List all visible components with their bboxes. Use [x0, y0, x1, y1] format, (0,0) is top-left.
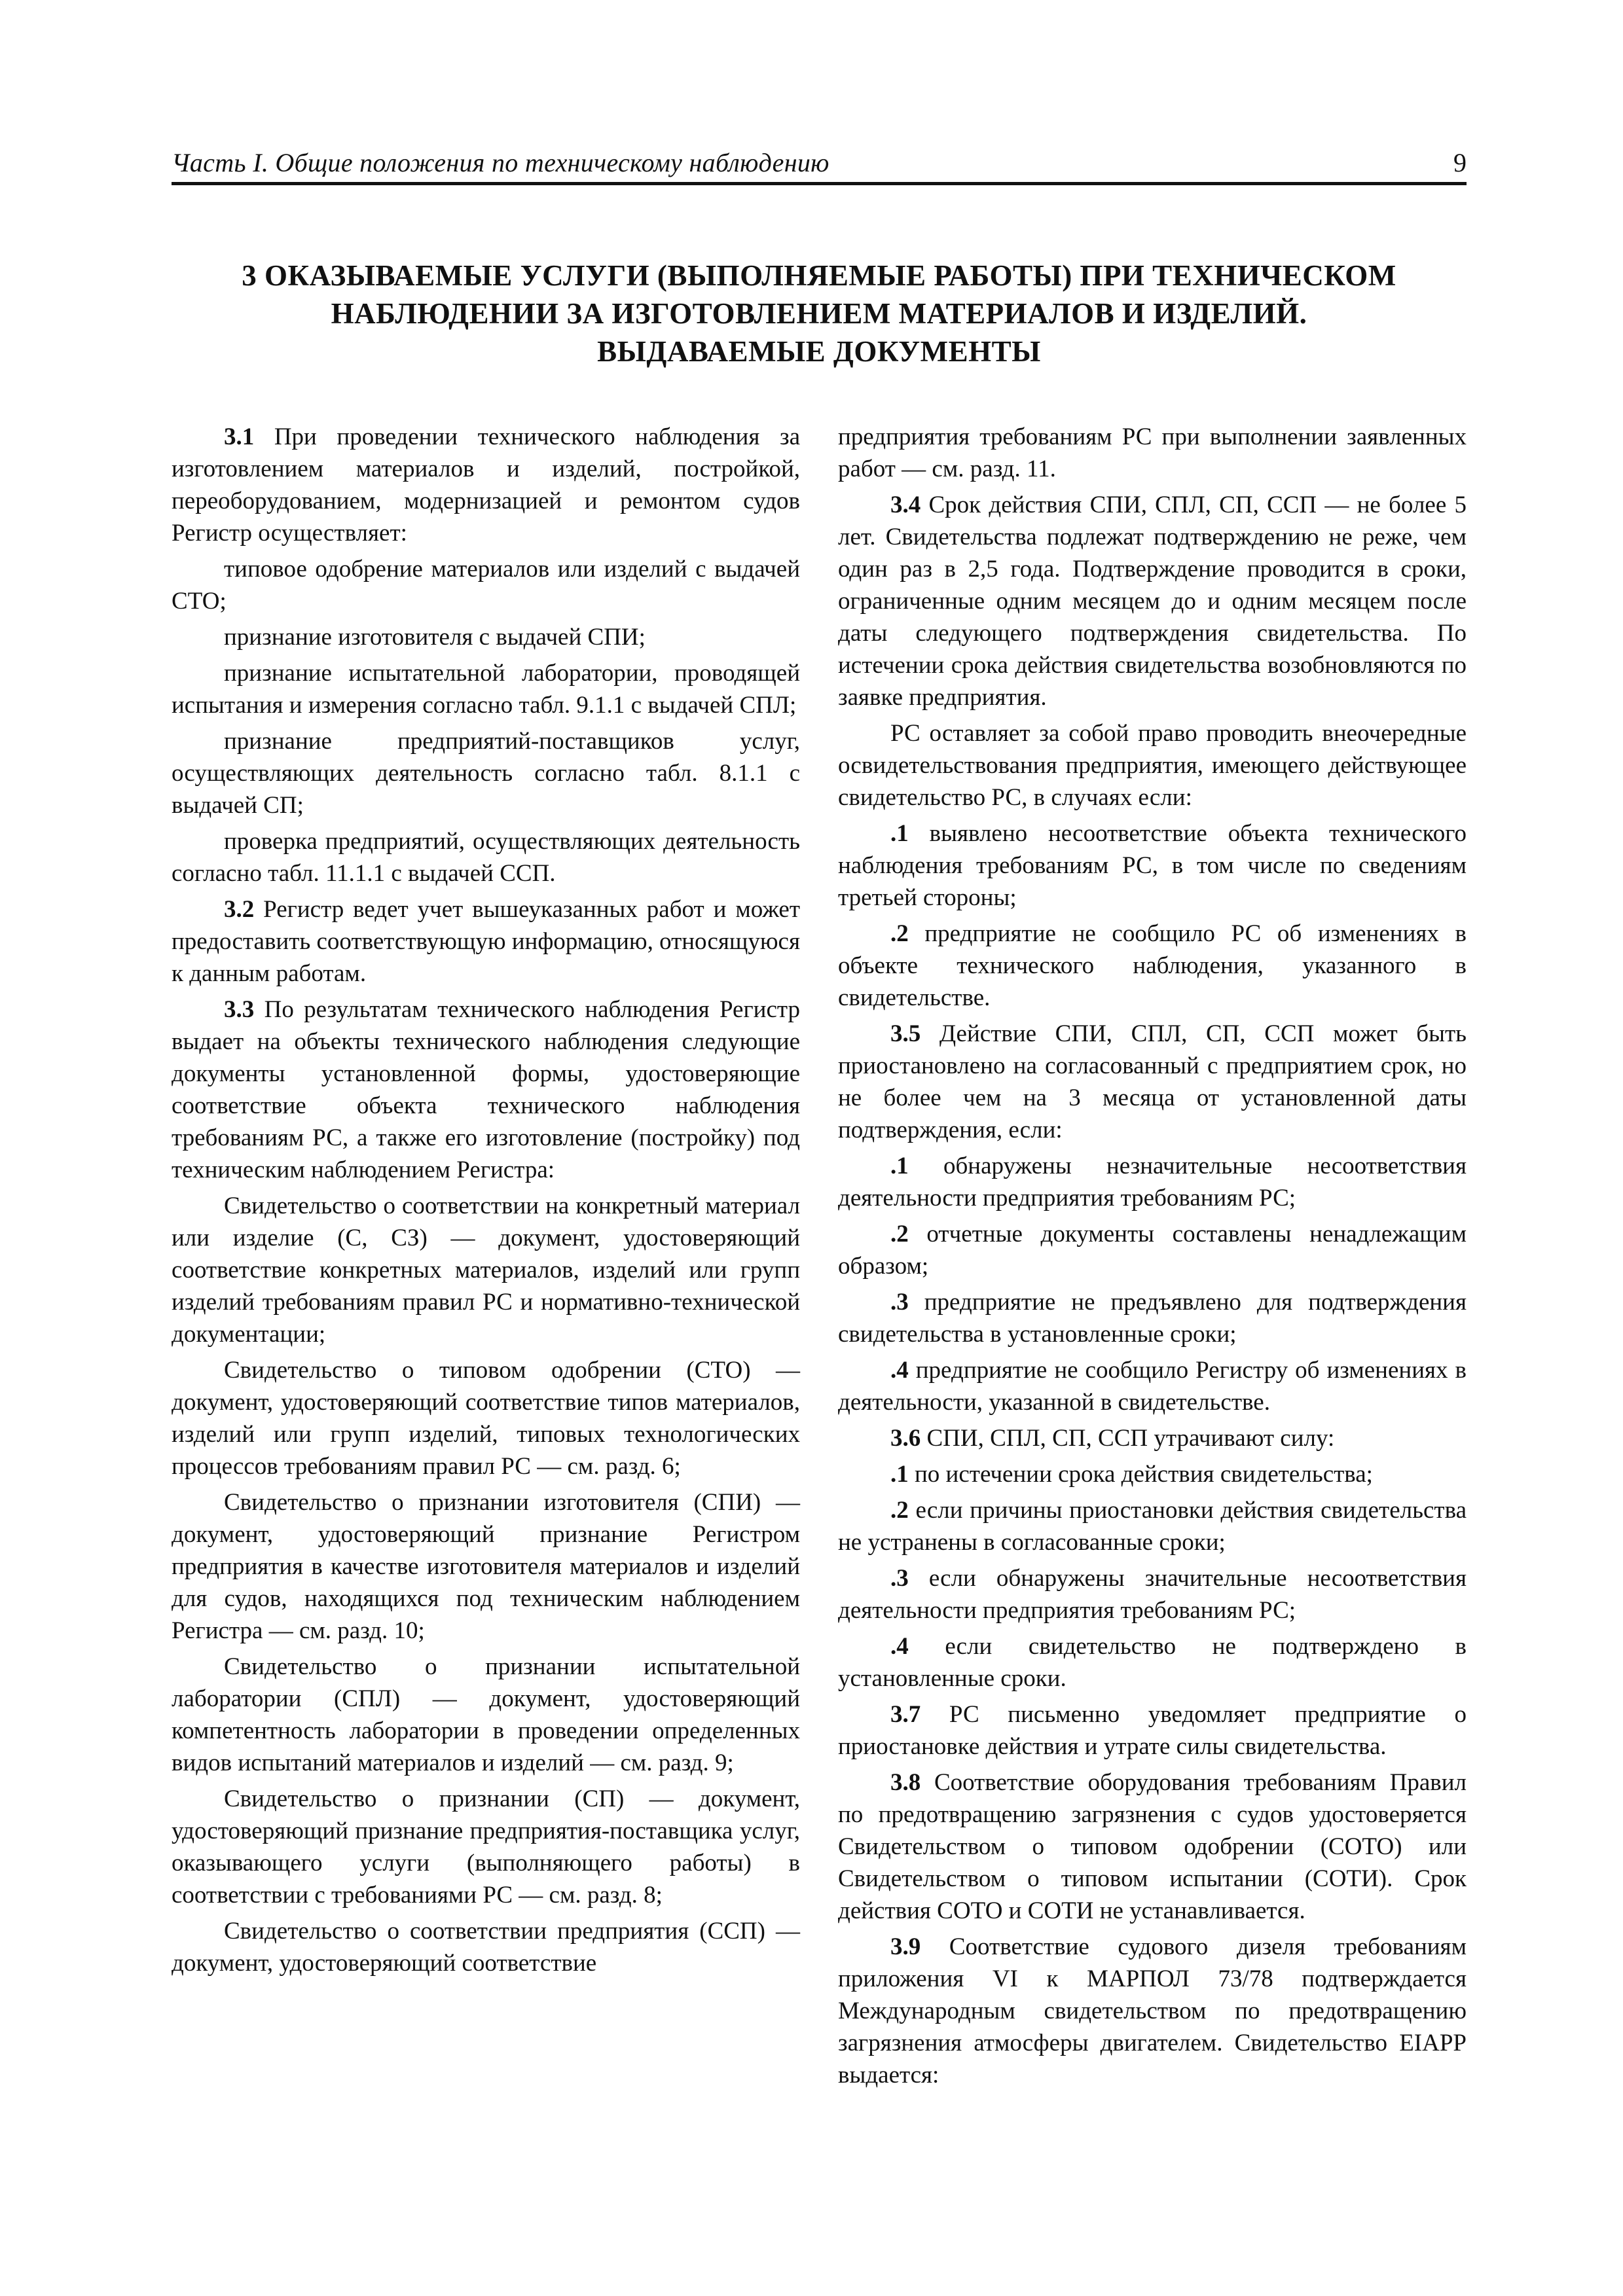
paragraph	[172, 1651, 800, 1779]
paragraph	[838, 817, 1467, 914]
paragraph-text: проверка предприятий, осуществляющих деятельность согласно табл. 11.1.1 с выдачей ССП.	[172, 828, 800, 887]
paragraph-text: Соответствие оборудования требованиям Правил по предотвращению загрязнения с судов удостоверяется Свидетельством о типовом одобрении (СОТО) или Свидетельством о типовом испытании (СОТИ). Срок действия СОТО и СОТИ не устанавливается.	[838, 1769, 1467, 1924]
paragraph	[172, 1190, 800, 1350]
clause-number: .4	[890, 1633, 909, 1660]
clause-number: .1	[890, 820, 909, 847]
running-header	[172, 143, 1467, 185]
paragraph-text: РС письменно уведомляет предприятие о приостановке действия и утрате силы свидетельства.	[838, 1701, 1467, 1760]
paragraph	[838, 1354, 1467, 1418]
clause-number: .2	[890, 1221, 909, 1247]
clause-number: 3.4	[890, 492, 921, 518]
paragraph-text: Свидетельство о признании испытательной лаборатории (СПЛ) — документ, удостоверяющий компетентность лаборатории в проведении определенных видов испытаний материалов и изделий — см. разд. 9;	[172, 1653, 800, 1776]
paragraph	[838, 1458, 1467, 1490]
chapter-title-line: НАБЛЮДЕНИИ ЗА ИЗГОТОВЛЕНИЕМ МАТЕРИАЛОВ И ИЗДЕЛИЙ.	[331, 297, 1307, 330]
paragraph-text: признание предприятий-поставщиков услуг, осуществляющих деятельность согласно табл. 8.1.1 с выдачей СП;	[172, 728, 800, 819]
right-column	[838, 421, 1467, 2095]
paragraph	[172, 1354, 800, 1482]
paragraph-text: предприятия требованиям РС при выполнении заявленных работ — см. разд. 11.	[838, 423, 1467, 482]
clause-number: .1	[890, 1153, 909, 1179]
paragraph-text: предприятие не сообщило РС об изменениях в объекте технического наблюдения, указанного в свидетельстве.	[838, 920, 1467, 1011]
page-number: 9	[1453, 148, 1467, 177]
clause-number: .2	[890, 1497, 909, 1524]
chapter-title-line: ВЫДАВАЕМЫЕ ДОКУМЕНТЫ	[597, 335, 1041, 368]
paragraph	[838, 918, 1467, 1014]
paragraph-text: Свидетельство о соответствии предприятия (ССП) — документ, удостоверяющий соответствие	[172, 1918, 800, 1977]
paragraph-text: предприятие не сообщило Регистру об изменениях в деятельности, указанной в свидетельстве.	[838, 1357, 1467, 1416]
clause-number: .4	[890, 1357, 909, 1384]
chapter-title-line: 3 ОКАЗЫВАЕМЫЕ УСЛУГИ (ВЫПОЛНЯЕМЫЕ РАБОТЫ) ПРИ ТЕХНИЧЕСКОМ	[242, 259, 1396, 292]
paragraph	[172, 994, 800, 1186]
running-title: Часть I. Общие положения по техническому наблюдению	[172, 148, 830, 177]
clause-number: 3.2	[224, 896, 255, 923]
clause-number: 3.7	[890, 1701, 921, 1728]
paragraph	[838, 1018, 1467, 1146]
paragraph	[172, 553, 800, 617]
clause-number: .3	[890, 1565, 909, 1592]
paragraph	[172, 421, 800, 549]
paragraph	[838, 489, 1467, 713]
paragraph	[838, 717, 1467, 814]
chapter-title	[172, 257, 1467, 370]
paragraph-text: Свидетельство о признании изготовителя (СПИ) — документ, удостоверяющий признание Регистром предприятия в качестве изготовителя материалов и изделий для судов, находящихся под техническим наблюдением Регистра — см. разд. 10;	[172, 1489, 800, 1644]
paragraph	[838, 1931, 1467, 2091]
clause-number: .3	[890, 1289, 909, 1316]
paragraph-text: Свидетельство о типовом одобрении (СТО) — документ, удостоверяющий соответствие типов материалов, изделий или групп изделий, типовых технологических процессов требованиям правил РС — см. разд. 6;	[172, 1357, 800, 1480]
paragraph	[172, 1783, 800, 1911]
paragraph	[172, 725, 800, 821]
paragraph-text: обнаружены незначительные несоответствия деятельности предприятия требованиям РС;	[838, 1153, 1467, 1211]
paragraph	[838, 1698, 1467, 1763]
clause-number: 3.8	[890, 1769, 921, 1796]
paragraph	[172, 657, 800, 721]
paragraph-text: Срок действия СПИ, СПЛ, СП, ССП — не более 5 лет. Свидетельства подлежат подтверждению не реже, чем один раз в 2,5 года. Подтверждение проводится в сроки, ограниченные одним месяцем до и одним месяцем после даты следующего подтверждения свидетельства. По истечении срока действия свидетельства возобновляются по заявке предприятия.	[838, 492, 1467, 711]
clause-number: 3.1	[224, 423, 255, 450]
paragraph-text: Соответствие судового дизеля требованиям приложения VI к МАРПОЛ 73/78 подтверждается Международным свидетельством по предотвращению загрязнения атмосферы двигателем. Свидетельство EIAPP выдается:	[838, 1933, 1467, 2089]
paragraph-text: если обнаружены значительные несоответствия деятельности предприятия требованиям РС;	[838, 1565, 1467, 1624]
paragraph	[838, 421, 1467, 485]
paragraph-text: Регистр ведет учет вышеуказанных работ и может предоставить соответствующую информацию, относящуюся к данным работам.	[172, 896, 800, 987]
paragraph-text: При проведении технического наблюдения за изготовлением материалов и изделий, постройкой, переоборудованием, модернизацией и ремонтом судов Регистр осуществляет:	[172, 423, 800, 547]
paragraph-text: выявлено несоответствие объекта технического наблюдения требованиям РС, в том числе по сведениям третьей стороны;	[838, 820, 1467, 911]
paragraph	[838, 1218, 1467, 1282]
left-column	[172, 421, 800, 1983]
paragraph	[838, 1494, 1467, 1558]
paragraph	[172, 825, 800, 889]
paragraph	[838, 1150, 1467, 1214]
paragraph-text: Свидетельство о соответствии на конкретный материал или изделие (С, СЗ) — документ, удостоверяющий соответствие конкретных материалов, изделий или групп изделий требованиям правил РС и нормативно-технической документации;	[172, 1193, 800, 1348]
paragraph	[172, 1915, 800, 1979]
paragraph	[838, 1286, 1467, 1350]
paragraph	[172, 621, 800, 653]
paragraph	[838, 1422, 1467, 1454]
paragraph-text: По результатам технического наблюдения Регистр выдает на объекты технического наблюдения следующие документы установленной формы, удостоверяющие соответствие объекта технического наблюдения требованиям РС, а также его изготовление (постройку) под техническим наблюдением Регистра:	[172, 996, 800, 1183]
paragraph-text: признание изготовителя с выдачей СПИ;	[224, 624, 646, 651]
paragraph-text: предприятие не предъявлено для подтверждения свидетельства в установленные сроки;	[838, 1289, 1467, 1348]
clause-number: 3.3	[224, 996, 255, 1023]
paragraph-text: признание испытательной лаборатории, проводящей испытания и измерения согласно табл. 9.1.1 с выдачей СПЛ;	[172, 660, 800, 719]
paragraph-text: отчетные документы составлены ненадлежащим образом;	[838, 1221, 1467, 1280]
paragraph	[172, 893, 800, 990]
paragraph-text: Свидетельство о признании (СП) — документ, удостоверяющий признание предприятия-поставщика услуг, оказывающего услуги (выполняющего работы) в соответствии с требованиями РС — см. разд. 8;	[172, 1785, 800, 1909]
clause-number: 3.5	[890, 1020, 921, 1047]
paragraph-text: если причины приостановки действия свидетельства не устранены в согласованные сроки;	[838, 1497, 1467, 1556]
paragraph	[172, 1486, 800, 1647]
paragraph	[838, 1630, 1467, 1695]
paragraph-text: СПИ, СПЛ, СП, ССП утрачивают силу:	[921, 1425, 1335, 1452]
clause-number: .1	[890, 1461, 909, 1488]
paragraph-text: Действие СПИ, СПЛ, СП, ССП может быть приостановлено на согласованный с предприятием срок, но не более чем на 3 месяца от установленной даты подтверждения, если:	[838, 1020, 1467, 1143]
paragraph	[838, 1767, 1467, 1927]
clause-number: 3.9	[890, 1933, 921, 1960]
paragraph-text: по истечении срока действия свидетельства;	[908, 1461, 1373, 1488]
paragraph-text: РС оставляет за собой право проводить внеочередные освидетельствования предприятия, имеющего действующее свидетельство РС, в случаях если:	[838, 720, 1467, 811]
paragraph-text: если свидетельство не подтверждено в установленные сроки.	[838, 1633, 1467, 1692]
paragraph	[838, 1562, 1467, 1626]
paragraph-text: типовое одобрение материалов или изделий с выдачей СТО;	[172, 556, 800, 615]
clause-number: 3.6	[890, 1425, 921, 1452]
clause-number: .2	[890, 920, 909, 947]
